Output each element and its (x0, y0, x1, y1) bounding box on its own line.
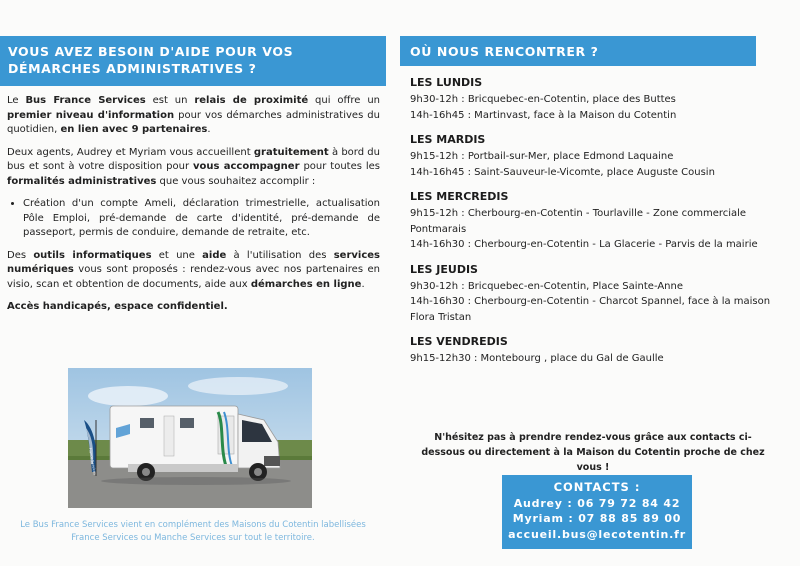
digital-paragraph (7, 249, 380, 293)
schedule-slot: 9h30-12h : Bricquebec-en-Cotentin, Place Sainte-Anne (410, 280, 684, 292)
text: Des (7, 249, 34, 261)
access-note (7, 300, 380, 315)
intro-paragraph (7, 94, 380, 138)
flag-text: France Services (88, 447, 97, 476)
appointment-notice: N'hésitez pas à prendre rendez-vous grâce aux contacts ci-dessous ou directement à la Maison du Cotentin proche de chez vous ! (421, 432, 765, 473)
bus-illustration (68, 368, 312, 508)
text-bold: relais de proximité (194, 95, 309, 106)
text: et une (151, 249, 203, 261)
schedule-slot: 9h15-12h : Cherbourg-en-Cotentin - Tourlaville - Zone commerciale Pontmarais (410, 208, 747, 235)
day-monday (410, 76, 780, 123)
text-bold: services numériques (7, 249, 381, 275)
day-title: LES MERCREDIS (410, 190, 509, 203)
schedule-slot: 9h15-12h30 : Montebourg , place du Gal de Gaulle (410, 353, 664, 364)
text-bold: outils informatiques (33, 249, 152, 261)
contacts-title: CONTACTS : (553, 480, 641, 494)
text: qui offre un (308, 95, 381, 106)
text: est un (145, 95, 195, 106)
day-wednesday (410, 190, 780, 253)
list-item: • Création d'un compte Ameli, déclaration trimestrielle, actualisation Pôle Emploi, pré-demande de carte d'identité, pré-demande de passeport, permis de conduire, demande de retraite, etc. (23, 197, 380, 241)
bus-photo (68, 368, 312, 508)
text: Le (7, 95, 26, 106)
schedule-slot: 9h15-12h : Portbail-sur-Mer, place Edmond Laquaine (410, 151, 674, 162)
contacts-box (502, 475, 692, 549)
text: à l'utilisation des (226, 249, 334, 261)
schedule-slot: 9h30-12h : Bricquebec-en-Cotentin, place des Buttes (410, 94, 676, 105)
left-body (7, 94, 380, 323)
text-bold: Accès handicapés, espace confidentiel. (7, 301, 228, 312)
schedule (410, 76, 780, 377)
day-thursday (410, 263, 780, 326)
day-title: LES MARDIS (410, 133, 486, 146)
text: . (361, 278, 365, 290)
text: . (207, 124, 211, 135)
text-bold: vous accompagner (193, 161, 300, 172)
text: Deux agents, Audrey et Myriam vous accueillent (7, 146, 254, 158)
schedule-slot: 14h-16h45 : Saint-Sauveur-le-Vicomte, place Auguste Cousin (410, 166, 715, 178)
day-friday (410, 335, 780, 367)
day-title: LES VENDREDIS (410, 335, 508, 348)
text-bold: démarches en ligne (250, 278, 362, 290)
contact-email[interactable]: accueil.bus@lecotentin.fr (508, 527, 686, 541)
text-bold: gratuitement (253, 146, 329, 158)
day-tuesday (410, 133, 780, 180)
day-title: LES LUNDIS (410, 76, 483, 89)
agents-paragraph (7, 146, 380, 190)
photo-caption: Le Bus France Services vient en complément des Maisons du Cotentin labellisées France Services ou Manche Services sur tout le territoire. (20, 520, 366, 543)
text: que vous souhaitez accomplir : (156, 175, 316, 187)
text: à bord du bus et sont à votre disposition pour (7, 146, 380, 172)
schedule-slot: 14h-16h30 : Cherbourg-en-Cotentin - La Glacerie - Parvis de la mairie (410, 239, 758, 250)
text: pour toutes les (299, 161, 381, 172)
text-bold: formalités administratives (7, 175, 157, 187)
text: vous sont proposés : rendez-vous avec nos partenaires en visio, scan et obtention de documents, aide aux (7, 264, 380, 290)
schedule-slot: 14h-16h45 : Martinvast, face à la Maison du Cotentin (410, 109, 677, 121)
left-heading: VOUS AVEZ BESOIN D'AIDE POUR VOS DÉMARCHES ADMINISTRATIVES ? (0, 36, 386, 86)
services-list (7, 197, 380, 241)
text-bold: premier niveau d'information (7, 109, 175, 121)
contact-audrey: Audrey : 06 79 72 84 42 (513, 496, 681, 510)
text-bold: en lien avec 9 partenaires (60, 124, 208, 135)
schedule-slot: 14h-16h30 : Cherbourg-en-Cotentin - Charcot Spannel, face à la maison Flora Tristan (410, 296, 771, 323)
day-title: LES JEUDIS (410, 262, 478, 276)
text: pour vos démarches administratives du quotidien, (7, 109, 380, 135)
contact-myriam: Myriam : 07 88 85 89 00 (512, 512, 682, 525)
text-bold: Bus France Services (25, 95, 146, 106)
right-heading: OÙ NOUS RENCONTRER ? (400, 36, 756, 66)
text-bold: aide (202, 249, 227, 261)
